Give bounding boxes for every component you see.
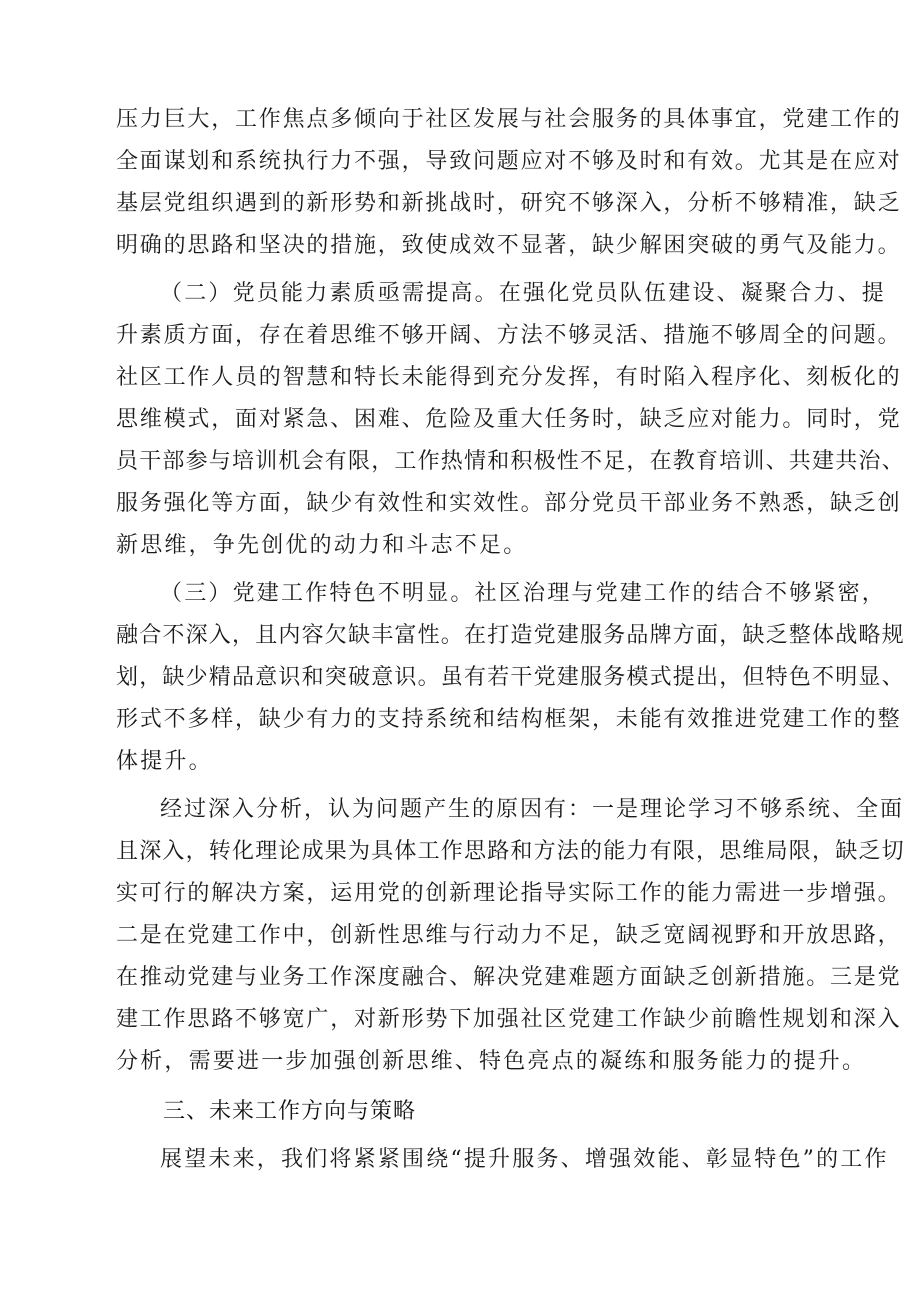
- paragraph-5-line-1: 展望未来，我们将紧紧围绕“提升服务、增强效能、彰显特色”的工作: [160, 1147, 889, 1172]
- paragraph-4-line-5: 在推动党建与业务工作深度融合、解决党建难题方面缺乏创新措施。三是党: [116, 965, 902, 990]
- paragraph-4-line-3: 实可行的解决方案，运用党的创新理论指导实际工作的能力需进一步增强。: [116, 881, 902, 906]
- paragraph-2-line-2: 升素质方面，存在着思维不够开阔、方法不够灵活、措施不够周全的问题。: [116, 323, 902, 348]
- paragraph-2-line-1: （二）党员能力素质亟需提高。在强化党员队伍建设、凝聚合力、提: [160, 281, 887, 306]
- paragraph-1-line-1: 压力巨大，工作焦点多倾向于社区发展与社会服务的具体事宜，党建工作的: [116, 107, 902, 132]
- section-heading: 三、未来工作方向与策略: [163, 1099, 417, 1124]
- paragraph-1-line-2: 全面谋划和系统执行力不强，导致问题应对不够及时和有效。尤其是在应对: [116, 149, 902, 174]
- paragraph-3-line-1: （三）党建工作特色不明显。社区治理与党建工作的结合不够紧密，: [160, 581, 887, 606]
- paragraph-1-line-4: 明确的思路和坚决的措施，致使成效不显著，缺少解困突破的勇气及能力。: [116, 233, 902, 258]
- paragraph-4-line-2: 且深入，转化理论成果为具体工作思路和方法的能力有限，思维局限，缺乏切: [116, 839, 905, 864]
- paragraph-2-line-5: 员干部参与培训机会有限，工作热情和积极性不足，在教育培训、共建共治、: [116, 449, 905, 474]
- paragraph-3-line-5: 体提升。: [116, 749, 213, 774]
- paragraph-4-line-4: 二是在党建工作中，创新性思维与行动力不足，缺乏宽阔视野和开放思路，: [116, 923, 902, 948]
- paragraph-4-line-1: 经过深入分析，认为问题产生的原因有：一是理论学习不够系统、全面: [160, 797, 905, 822]
- paragraph-3-line-4: 形式不多样，缺少有力的支持系统和结构框架，未能有效推进党建工作的整: [116, 707, 902, 732]
- paragraph-4-line-6: 建工作思路不够宽广，对新形势下加强社区党建工作缺少前瞻性规划和深入: [116, 1007, 902, 1032]
- paragraph-1-line-3: 基层党组织遇到的新形势和新挑战时，研究不够深入，分析不够精准，缺乏: [116, 191, 902, 216]
- paragraph-3-line-3: 划，缺少精品意识和突破意识。虽有若干党建服务模式提出，但特色不明显、: [116, 665, 905, 690]
- paragraph-4-line-7: 分析，需要进一步加强创新思维、特色亮点的凝练和服务能力的提升。: [116, 1049, 867, 1074]
- paragraph-2-line-7: 新思维，争先创优的动力和斗志不足。: [116, 533, 528, 558]
- paragraph-2-line-3: 社区工作人员的智慧和特长未能得到充分发挥，有时陷入程序化、刻板化的: [116, 365, 902, 390]
- paragraph-3-line-2: 融合不深入，且内容欠缺丰富性。在打造党建服务品牌方面，缺乏整体战略规: [116, 623, 905, 648]
- paragraph-2-line-4: 思维模式，面对紧急、困难、危险及重大任务时，缺乏应对能力。同时，党: [116, 407, 902, 432]
- paragraph-2-line-6: 服务强化等方面，缺少有效性和实效性。部分党员干部业务不熟悉，缺乏创: [116, 491, 902, 516]
